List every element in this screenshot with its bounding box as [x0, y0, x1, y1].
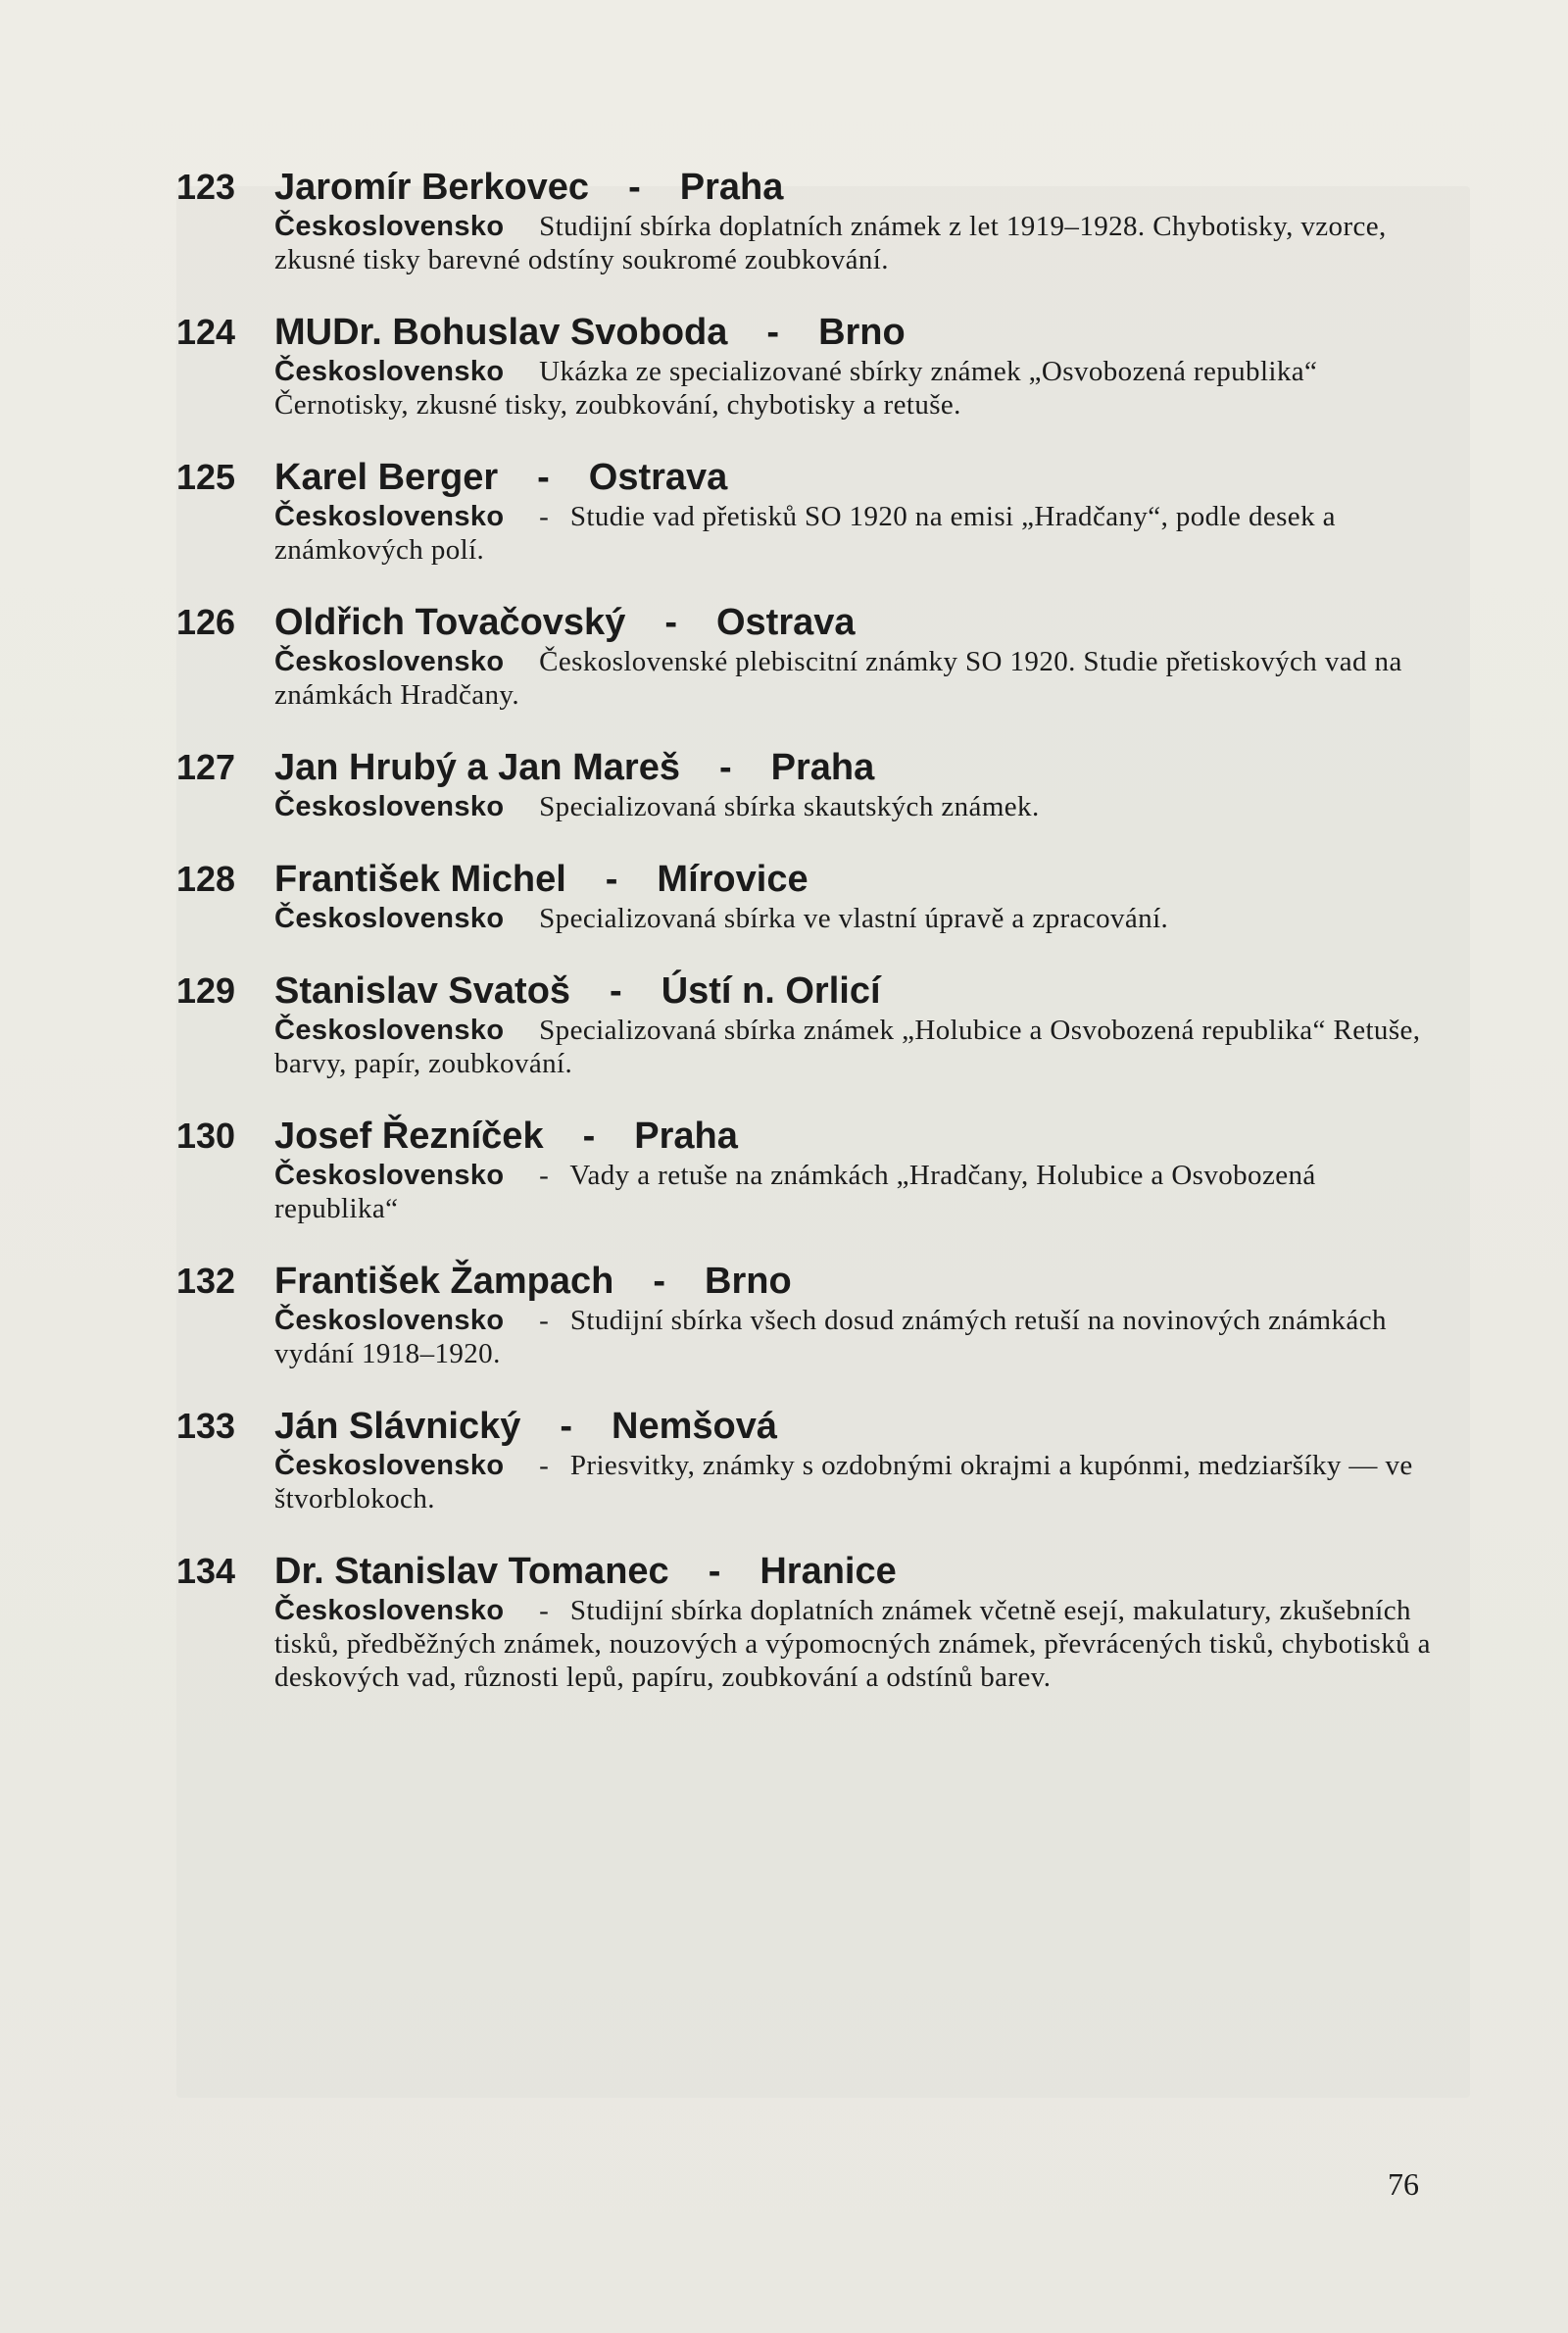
exhibitor-city: Ostrava: [588, 457, 728, 498]
exhibitor-city: Brno: [705, 1261, 792, 1302]
entry-124: [176, 310, 1450, 422]
entry-body: [176, 790, 1450, 823]
entry-number: 125: [176, 457, 236, 497]
heading-dash: -: [537, 457, 550, 498]
entry-heading: [176, 1404, 1450, 1449]
entry-body: [176, 1304, 1450, 1370]
country-dash: -: [539, 1450, 550, 1481]
country-dash: -: [539, 1595, 550, 1626]
heading-dash: -: [560, 1406, 573, 1447]
exhibitor-name: Jaromír Berkovec: [274, 167, 590, 208]
exhibitor-name: Stanislav Svatoš: [274, 970, 571, 1012]
entry-number: 132: [176, 1261, 236, 1301]
entry-body: [176, 210, 1450, 276]
country-dash: -: [539, 501, 550, 532]
exhibitor-name: Ján Slávnický: [274, 1406, 521, 1447]
entry-description: Priesvitky, známky s ozdobnými okrajmi a kupónmi, medziaršíky — ve štvorblokoch.: [274, 1450, 1413, 1514]
country-label: Československo: [274, 1595, 505, 1626]
country-label: Československo: [274, 501, 505, 532]
exhibitor-city: Mírovice: [657, 859, 808, 900]
entry-heading: [176, 165, 1450, 210]
exhibitor-city: Praha: [679, 167, 784, 208]
entry-number: 130: [176, 1116, 236, 1156]
heading-dash: -: [605, 859, 618, 900]
exhibitor-name: František Michel: [274, 859, 566, 900]
entry-128: [176, 857, 1450, 935]
exhibitor-name: František Žampach: [274, 1261, 614, 1302]
exhibitor-name: Oldřich Tovačovský: [274, 602, 626, 643]
heading-dash: -: [664, 602, 677, 643]
entry-126: [176, 600, 1450, 712]
entry-body: [176, 902, 1450, 935]
heading-dash: -: [582, 1116, 596, 1157]
exhibitor-name: Josef Řezníček: [274, 1116, 544, 1157]
exhibitor-city: Brno: [818, 312, 906, 353]
country-label: Československo: [274, 211, 505, 242]
entry-heading: [176, 600, 1450, 645]
entry-number: 134: [176, 1551, 236, 1591]
country-label: Československo: [274, 1015, 505, 1046]
entry-list: [176, 165, 1450, 1727]
exhibitor-city: Hranice: [760, 1551, 897, 1592]
entry-129: [176, 968, 1450, 1080]
country-label: Československo: [274, 903, 505, 934]
country-label: Československo: [274, 1450, 505, 1481]
entry-number: 126: [176, 602, 236, 642]
entry-description: Vady a retuše na známkách „Hradčany, Holubice a Osvobozená republika“: [274, 1160, 1316, 1224]
exhibitor-city: Ústí n. Orlicí: [661, 970, 881, 1012]
entry-body: [176, 1159, 1450, 1225]
country-label: Československo: [274, 1160, 505, 1191]
entry-123: [176, 165, 1450, 276]
entry-number: 129: [176, 970, 236, 1011]
entry-number: 124: [176, 312, 236, 352]
entry-134: [176, 1549, 1450, 1694]
heading-dash: -: [708, 1551, 721, 1592]
country-dash: -: [539, 1160, 550, 1191]
country-label: Československo: [274, 1305, 505, 1336]
entry-127: [176, 745, 1450, 823]
entry-130: [176, 1114, 1450, 1225]
exhibitor-city: Praha: [634, 1116, 738, 1157]
entry-body: [176, 645, 1450, 712]
entry-heading: [176, 310, 1450, 355]
exhibitor-name: Dr. Stanislav Tomanec: [274, 1551, 669, 1592]
entry-heading: [176, 1259, 1450, 1304]
entry-body: [176, 1449, 1450, 1515]
entry-heading: [176, 455, 1450, 500]
entry-number: 133: [176, 1406, 236, 1446]
entry-heading: [176, 1114, 1450, 1159]
entry-description: Studie vad přetisků SO 1920 na emisi „Hradčany“, podle desek a známkových polí.: [274, 501, 1336, 566]
entry-number: 128: [176, 859, 236, 899]
entry-description: Specializovaná sbírka skautských známek.: [539, 791, 1040, 822]
heading-dash: -: [766, 312, 780, 353]
entry-heading: [176, 968, 1450, 1014]
entry-125: [176, 455, 1450, 567]
entry-number: 123: [176, 167, 236, 207]
heading-dash: -: [610, 970, 622, 1012]
entry-description: Ukázka ze specializované sbírky známek „Osvobozená republika“ Černotisky, zkusné tisky, zoubkování, chybotisky a retuše.: [274, 356, 1318, 421]
entry-heading: [176, 857, 1450, 902]
entry-description: Studijní sbírka všech dosud známých retuší na novinových známkách vydání 1918–1920.: [274, 1305, 1387, 1369]
country-dash: -: [539, 1305, 550, 1336]
entry-body: [176, 355, 1450, 422]
exhibitor-city: Ostrava: [715, 602, 856, 643]
page-number: 76: [1388, 2166, 1419, 2202]
entry-body: [176, 1594, 1450, 1694]
heading-dash: -: [718, 747, 732, 788]
entry-description: Specializovaná sbírka známek „Holubice a Osvobozená republika“ Retuše, barvy, papír, zoubkování.: [274, 1015, 1421, 1079]
country-label: Československo: [274, 356, 505, 387]
entry-description: Studijní sbírka doplatních známek z let 1919–1928. Chybotisky, vzorce, zkusné tisky barevné odstíny soukromé zoubkování.: [274, 211, 1387, 275]
entry-body: [176, 500, 1450, 567]
entry-description: Studijní sbírka doplatních známek včetně esejí, makulatury, zkušebních tisků, předběžných známek, nouzových a výpomocných známek, převrácených tisků, chybotisků a deskových vad, různosti lepů, papíru, zoubkování a odstínů barev.: [274, 1595, 1431, 1693]
entry-133: [176, 1404, 1450, 1515]
entry-heading: [176, 745, 1450, 790]
entry-132: [176, 1259, 1450, 1370]
exhibitor-city: Nemšová: [612, 1406, 778, 1447]
entry-description: Specializovaná sbírka ve vlastní úpravě a zpracování.: [539, 903, 1169, 934]
entry-description: Československé plebiscitní známky SO 1920. Studie přetiskových vad na známkách Hradčany.: [274, 646, 1402, 711]
exhibitor-city: Praha: [770, 747, 875, 788]
exhibitor-name: Karel Berger: [274, 457, 499, 498]
country-label: Československo: [274, 646, 505, 677]
country-label: Československo: [274, 791, 505, 822]
heading-dash: -: [653, 1261, 665, 1302]
entry-number: 127: [176, 747, 236, 787]
exhibitor-name: MUDr. Bohuslav Svoboda: [274, 312, 728, 353]
entry-heading: [176, 1549, 1450, 1594]
heading-dash: -: [628, 167, 641, 208]
exhibitor-name: Jan Hrubý a Jan Mareš: [274, 747, 680, 788]
entry-body: [176, 1014, 1450, 1080]
